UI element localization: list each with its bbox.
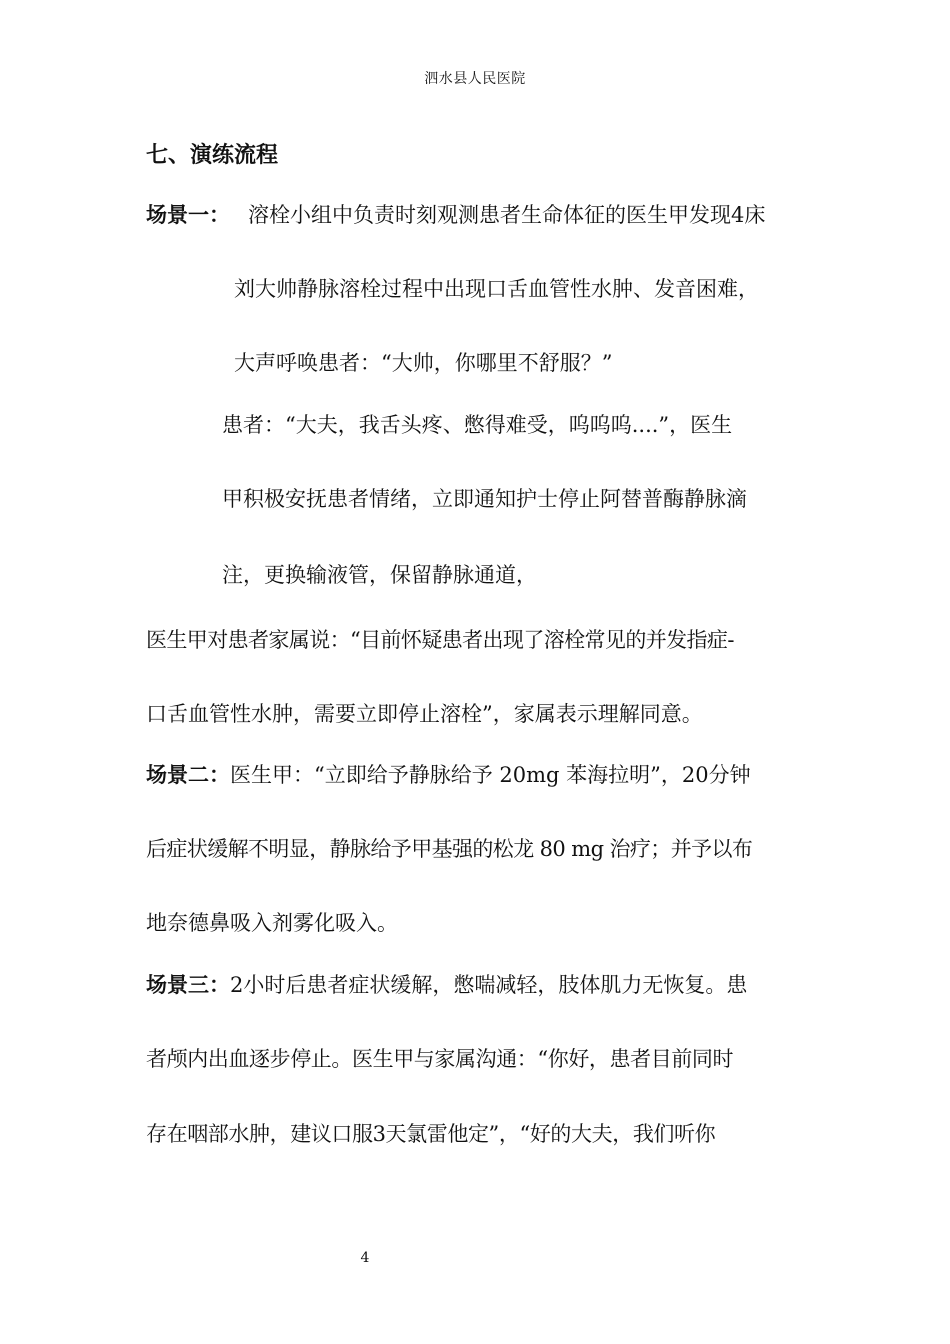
scene1-line-8: 口舌血管性水肿，需要立即停止溶栓”，家属表示理解同意。 (146, 702, 703, 726)
scene1-text-1: 溶栓小组中负责时刻观测患者生命体征的医生甲发现4床 (248, 203, 766, 227)
scene2-label: 场景二： (146, 763, 230, 787)
scene3-label: 场景三： (146, 973, 230, 997)
scene2-line-1 (146, 765, 751, 786)
scene1-line-2: 刘大帅静脉溶栓过程中出现口舌血管性水肿、发音困难， (234, 277, 759, 301)
scene1-line-5: 甲积极安抚患者情绪，立即通知护士停止阿替普酶静脉滴 (222, 487, 747, 511)
scene2-line-2: 后症状缓解不明显，静脉给予甲基强的松龙 80 mg 治疗；并予以布 (146, 837, 753, 861)
section-title: 七、演练流程 (146, 143, 279, 168)
page-number: 4 (360, 1250, 370, 1266)
scene2-text-1: 医生甲：“立即给予静脉给予 20mg 苯海拉明”，20分钟 (230, 763, 751, 787)
scene3-text-1: 2小时后患者症状缓解，憋喘减轻，肢体肌力无恢复。患 (230, 973, 748, 997)
scene1-label: 场景一： (146, 203, 230, 227)
scene1-line-3: 大声呼唤患者：“大帅，你哪里不舒服？” (234, 351, 613, 375)
scene1-line-7: 医生甲对患者家属说：“目前怀疑患者出现了溶栓常见的并发指症- (146, 628, 734, 652)
page-header: 泗水县人民医院 (424, 71, 526, 87)
scene3-line-2: 者颅内出血逐步停止。医生甲与家属沟通：“你好，患者目前同时 (146, 1047, 734, 1071)
scene1-line-1 (146, 205, 765, 226)
scene3-line-1 (146, 975, 747, 996)
scene1-line-6: 注，更换输液管，保留静脉通道， (222, 563, 537, 587)
scene1-line-4: 患者：“大夫，我舌头疼、憋得难受，呜呜呜....”，医生 (222, 413, 733, 437)
scene2-line-3: 地奈德鼻吸入剂雾化吸入。 (146, 911, 398, 935)
scene3-line-3: 存在咽部水肿，建议口服3天氯雷他定”，“好的大夫，我们听你 (146, 1122, 716, 1146)
